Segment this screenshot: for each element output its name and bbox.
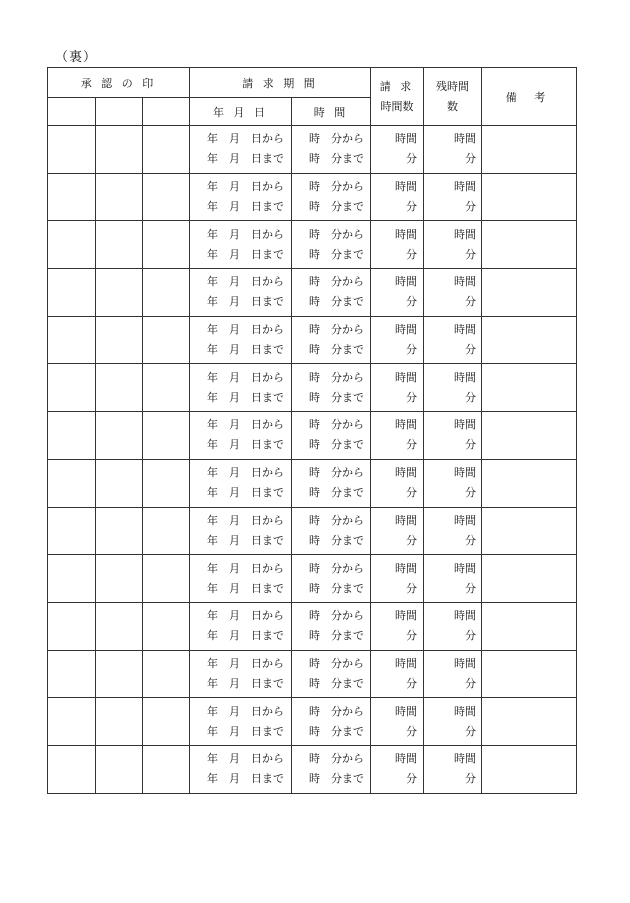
stamp-cell-1[interactable] <box>48 316 96 364</box>
remaining-minutes-label: 分 <box>465 676 476 690</box>
stamp-cell-1[interactable] <box>48 412 96 460</box>
time-to: 時 分まで <box>309 152 364 166</box>
remaining-hours-label: 時間 <box>454 132 476 146</box>
time-to: 時 分まで <box>309 295 364 309</box>
request-minutes-label: 分 <box>406 581 417 595</box>
request-row <box>48 221 577 269</box>
request-minutes-label: 分 <box>406 676 417 690</box>
request-hours-label: 時間 <box>395 609 417 623</box>
date-from: 年 月 日から <box>207 418 284 432</box>
request-minutes-label: 分 <box>406 533 417 547</box>
stamp-cell-3[interactable] <box>143 173 190 221</box>
date-to: 年 月 日まで <box>207 152 284 166</box>
date-from: 年 月 日から <box>207 609 284 623</box>
remaining-hours-cell[interactable] <box>424 555 482 603</box>
request-hours-label: 時間 <box>395 561 417 575</box>
remaining-hours-cell[interactable] <box>424 459 482 507</box>
request-hours-cell[interactable] <box>371 173 424 221</box>
time-to: 時 分まで <box>309 772 364 786</box>
date-from: 年 月 日から <box>207 180 284 194</box>
date-to: 年 月 日まで <box>207 486 284 500</box>
remaining-hours-label: 時間 <box>454 561 476 575</box>
remaining-hours-cell[interactable] <box>424 698 482 746</box>
request-hours-cell[interactable] <box>371 221 424 269</box>
date-subheader: 年 月 日 <box>190 98 292 126</box>
remaining-minutes-label: 分 <box>465 390 476 404</box>
stamp-cell-header-1 <box>48 98 96 126</box>
date-range-cell[interactable] <box>190 126 292 174</box>
stamp-cell-3[interactable] <box>143 698 190 746</box>
stamp-cell-3[interactable] <box>143 221 190 269</box>
remaining-hours-label: 時間 <box>454 227 476 241</box>
remaining-minutes-label: 分 <box>465 533 476 547</box>
remarks-cell[interactable] <box>482 745 577 793</box>
time-from: 時 分から <box>309 752 364 766</box>
remaining-minutes-label: 分 <box>465 629 476 643</box>
request-row <box>48 507 577 555</box>
time-range-cell[interactable] <box>292 412 371 460</box>
remaining-hours-cell[interactable] <box>424 269 482 317</box>
request-hours-cell[interactable] <box>371 698 424 746</box>
date-from: 年 月 日から <box>207 656 284 670</box>
date-range-cell[interactable] <box>190 507 292 555</box>
time-from: 時 分から <box>309 704 364 718</box>
stamp-cell-1[interactable] <box>48 650 96 698</box>
time-to: 時 分まで <box>309 533 364 547</box>
date-from: 年 月 日から <box>207 132 284 146</box>
request-row <box>48 602 577 650</box>
remaining-hours-cell[interactable] <box>424 507 482 555</box>
leave-request-table <box>47 67 577 794</box>
time-to: 時 分まで <box>309 724 364 738</box>
request-row <box>48 269 577 317</box>
remarks-header: 備 考 <box>482 68 577 126</box>
request-hours-header <box>371 68 424 126</box>
stamp-cell-1[interactable] <box>48 602 96 650</box>
stamp-cell-2[interactable] <box>96 173 143 221</box>
back-side-label: （裏） <box>55 50 98 65</box>
stamp-cell-1[interactable] <box>48 507 96 555</box>
request-minutes-label: 分 <box>406 772 417 786</box>
time-subheader: 時 間 <box>292 98 371 126</box>
date-to: 年 月 日まで <box>207 629 284 643</box>
remaining-hours-header-line1: 残時間 <box>436 79 469 93</box>
remarks-cell[interactable] <box>482 316 577 364</box>
request-row <box>48 745 577 793</box>
request-minutes-label: 分 <box>406 486 417 500</box>
request-hours-label: 時間 <box>395 180 417 194</box>
remaining-minutes-label: 分 <box>465 343 476 357</box>
request-row <box>48 555 577 603</box>
remaining-hours-label: 時間 <box>454 323 476 337</box>
time-from: 時 分から <box>309 227 364 241</box>
request-minutes-label: 分 <box>406 343 417 357</box>
request-hours-label: 時間 <box>395 704 417 718</box>
remarks-cell[interactable] <box>482 269 577 317</box>
time-range-cell[interactable] <box>292 602 371 650</box>
time-from: 時 分から <box>309 418 364 432</box>
request-hours-label: 時間 <box>395 275 417 289</box>
time-from: 時 分から <box>309 513 364 527</box>
date-from: 年 月 日から <box>207 227 284 241</box>
remaining-hours-label: 時間 <box>454 609 476 623</box>
remaining-hours-header-line2: 数 <box>447 99 458 113</box>
remarks-cell[interactable] <box>482 555 577 603</box>
date-from: 年 月 日から <box>207 275 284 289</box>
remaining-minutes-label: 分 <box>465 724 476 738</box>
time-to: 時 分まで <box>309 676 364 690</box>
stamp-cell-2[interactable] <box>96 221 143 269</box>
request-hours-cell[interactable] <box>371 459 424 507</box>
date-to: 年 月 日まで <box>207 438 284 452</box>
request-row <box>48 698 577 746</box>
stamp-cell-header-3 <box>143 98 190 126</box>
stamp-cell-3[interactable] <box>143 555 190 603</box>
request-hours-header-line2: 時間数 <box>380 99 414 113</box>
remaining-hours-cell[interactable] <box>424 173 482 221</box>
request-hours-label: 時間 <box>395 418 417 432</box>
stamp-cell-2[interactable] <box>96 459 143 507</box>
stamp-cell-1[interactable] <box>48 126 96 174</box>
date-to: 年 月 日まで <box>207 295 284 309</box>
remarks-cell[interactable] <box>482 602 577 650</box>
time-from: 時 分から <box>309 561 364 575</box>
remaining-hours-label: 時間 <box>454 466 476 480</box>
time-range-cell[interactable] <box>292 173 371 221</box>
stamp-cell-3[interactable] <box>143 507 190 555</box>
remaining-minutes-label: 分 <box>465 438 476 452</box>
time-range-cell[interactable] <box>292 126 371 174</box>
remaining-hours-header <box>424 68 482 126</box>
remaining-hours-label: 時間 <box>454 656 476 670</box>
time-to: 時 分まで <box>309 200 364 214</box>
date-range-cell[interactable] <box>190 745 292 793</box>
request-hours-cell[interactable] <box>371 316 424 364</box>
request-hours-cell[interactable] <box>371 126 424 174</box>
request-hours-cell[interactable] <box>371 269 424 317</box>
stamp-cell-1[interactable] <box>48 745 96 793</box>
date-from: 年 月 日から <box>207 513 284 527</box>
date-range-cell[interactable] <box>190 459 292 507</box>
remarks-cell[interactable] <box>482 364 577 412</box>
remaining-hours-cell[interactable] <box>424 364 482 412</box>
stamp-cell-2[interactable] <box>96 650 143 698</box>
stamp-cell-2[interactable] <box>96 745 143 793</box>
stamp-cell-1[interactable] <box>48 364 96 412</box>
stamp-cell-2[interactable] <box>96 126 143 174</box>
request-row <box>48 126 577 174</box>
remaining-hours-cell[interactable] <box>424 221 482 269</box>
remarks-cell[interactable] <box>482 698 577 746</box>
date-from: 年 月 日から <box>207 466 284 480</box>
date-range-cell[interactable] <box>190 316 292 364</box>
time-from: 時 分から <box>309 132 364 146</box>
date-to: 年 月 日まで <box>207 581 284 595</box>
time-from: 時 分から <box>309 180 364 194</box>
request-period-header: 請 求 期 間 <box>190 68 371 98</box>
date-to: 年 月 日まで <box>207 772 284 786</box>
time-range-cell[interactable] <box>292 269 371 317</box>
time-range-cell[interactable] <box>292 316 371 364</box>
request-hours-cell[interactable] <box>371 555 424 603</box>
request-minutes-label: 分 <box>406 390 417 404</box>
request-hours-label: 時間 <box>395 370 417 384</box>
time-to: 時 分まで <box>309 247 364 261</box>
stamp-cell-2[interactable] <box>96 364 143 412</box>
time-range-cell[interactable] <box>292 745 371 793</box>
request-hours-label: 時間 <box>395 227 417 241</box>
request-row <box>48 459 577 507</box>
time-range-cell[interactable] <box>292 698 371 746</box>
stamp-cell-2[interactable] <box>96 555 143 603</box>
request-hours-cell[interactable] <box>371 602 424 650</box>
remarks-cell[interactable] <box>482 412 577 460</box>
request-hours-cell[interactable] <box>371 650 424 698</box>
stamp-cell-2[interactable] <box>96 507 143 555</box>
request-hours-cell[interactable] <box>371 412 424 460</box>
date-to: 年 月 日まで <box>207 390 284 404</box>
remarks-cell[interactable] <box>482 221 577 269</box>
time-from: 時 分から <box>309 609 364 623</box>
stamp-cell-1[interactable] <box>48 555 96 603</box>
remarks-cell[interactable] <box>482 126 577 174</box>
stamp-cell-3[interactable] <box>143 745 190 793</box>
stamp-cell-3[interactable] <box>143 364 190 412</box>
date-range-cell[interactable] <box>190 602 292 650</box>
time-range-cell[interactable] <box>292 555 371 603</box>
request-hours-label: 時間 <box>395 513 417 527</box>
request-hours-label: 時間 <box>395 466 417 480</box>
time-from: 時 分から <box>309 466 364 480</box>
time-from: 時 分から <box>309 370 364 384</box>
date-to: 年 月 日まで <box>207 533 284 547</box>
stamp-cell-1[interactable] <box>48 221 96 269</box>
stamp-cell-3[interactable] <box>143 412 190 460</box>
stamp-cell-3[interactable] <box>143 602 190 650</box>
date-range-cell[interactable] <box>190 364 292 412</box>
time-range-cell[interactable] <box>292 459 371 507</box>
remaining-hours-cell[interactable] <box>424 316 482 364</box>
stamp-cell-2[interactable] <box>96 412 143 460</box>
time-from: 時 分から <box>309 275 364 289</box>
date-from: 年 月 日から <box>207 370 284 384</box>
request-minutes-label: 分 <box>406 724 417 738</box>
stamp-cell-1[interactable] <box>48 459 96 507</box>
request-hours-cell[interactable] <box>371 507 424 555</box>
time-from: 時 分から <box>309 656 364 670</box>
request-hours-label: 時間 <box>395 323 417 337</box>
time-range-cell[interactable] <box>292 650 371 698</box>
time-to: 時 分まで <box>309 629 364 643</box>
remaining-hours-label: 時間 <box>454 180 476 194</box>
stamp-cell-3[interactable] <box>143 269 190 317</box>
date-to: 年 月 日まで <box>207 343 284 357</box>
request-hours-cell[interactable] <box>371 364 424 412</box>
request-minutes-label: 分 <box>406 629 417 643</box>
remaining-minutes-label: 分 <box>465 772 476 786</box>
stamp-cell-2[interactable] <box>96 698 143 746</box>
remaining-minutes-label: 分 <box>465 486 476 500</box>
request-row <box>48 316 577 364</box>
request-hours-header-line1: 請 求 <box>379 79 415 93</box>
request-row <box>48 650 577 698</box>
remaining-minutes-label: 分 <box>465 247 476 261</box>
remarks-cell[interactable] <box>482 507 577 555</box>
date-to: 年 月 日まで <box>207 247 284 261</box>
stamp-cell-3[interactable] <box>143 316 190 364</box>
date-to: 年 月 日まで <box>207 200 284 214</box>
request-row <box>48 173 577 221</box>
remaining-hours-label: 時間 <box>454 418 476 432</box>
request-minutes-label: 分 <box>406 438 417 452</box>
date-from: 年 月 日から <box>207 752 284 766</box>
stamp-cell-header-2 <box>96 98 143 126</box>
stamp-cell-3[interactable] <box>143 459 190 507</box>
remarks-cell[interactable] <box>482 459 577 507</box>
time-range-cell[interactable] <box>292 221 371 269</box>
remaining-hours-label: 時間 <box>454 275 476 289</box>
remaining-hours-label: 時間 <box>454 513 476 527</box>
request-hours-cell[interactable] <box>371 745 424 793</box>
remaining-hours-cell[interactable] <box>424 126 482 174</box>
request-row <box>48 364 577 412</box>
request-hours-label: 時間 <box>395 752 417 766</box>
stamp-cell-3[interactable] <box>143 650 190 698</box>
date-from: 年 月 日から <box>207 323 284 337</box>
request-minutes-label: 分 <box>406 152 417 166</box>
date-from: 年 月 日から <box>207 704 284 718</box>
request-hours-label: 時間 <box>395 132 417 146</box>
date-range-cell[interactable] <box>190 173 292 221</box>
remaining-minutes-label: 分 <box>465 200 476 214</box>
date-range-cell[interactable] <box>190 650 292 698</box>
date-to: 年 月 日まで <box>207 724 284 738</box>
time-from: 時 分から <box>309 323 364 337</box>
date-to: 年 月 日まで <box>207 676 284 690</box>
time-to: 時 分まで <box>309 438 364 452</box>
remaining-minutes-label: 分 <box>465 581 476 595</box>
time-to: 時 分まで <box>309 486 364 500</box>
request-minutes-label: 分 <box>406 295 417 309</box>
approval-stamp-header: 承 認 の 印 <box>48 68 190 98</box>
remaining-hours-label: 時間 <box>454 752 476 766</box>
request-hours-label: 時間 <box>395 656 417 670</box>
remarks-cell[interactable] <box>482 173 577 221</box>
request-minutes-label: 分 <box>406 200 417 214</box>
stamp-cell-1[interactable] <box>48 269 96 317</box>
stamp-cell-3[interactable] <box>143 126 190 174</box>
remaining-hours-cell[interactable] <box>424 745 482 793</box>
remaining-hours-cell[interactable] <box>424 650 482 698</box>
stamp-cell-2[interactable] <box>96 602 143 650</box>
remaining-hours-label: 時間 <box>454 370 476 384</box>
date-range-cell[interactable] <box>190 555 292 603</box>
stamp-cell-2[interactable] <box>96 316 143 364</box>
remaining-minutes-label: 分 <box>465 152 476 166</box>
date-range-cell[interactable] <box>190 412 292 460</box>
stamp-cell-2[interactable] <box>96 269 143 317</box>
time-range-cell[interactable] <box>292 364 371 412</box>
request-minutes-label: 分 <box>406 247 417 261</box>
date-range-cell[interactable] <box>190 269 292 317</box>
request-row <box>48 412 577 460</box>
stamp-cell-1[interactable] <box>48 698 96 746</box>
remaining-minutes-label: 分 <box>465 295 476 309</box>
time-range-cell[interactable] <box>292 507 371 555</box>
date-range-cell[interactable] <box>190 221 292 269</box>
remaining-hours-label: 時間 <box>454 704 476 718</box>
time-to: 時 分まで <box>309 581 364 595</box>
remaining-hours-cell[interactable] <box>424 602 482 650</box>
remarks-cell[interactable] <box>482 650 577 698</box>
date-range-cell[interactable] <box>190 698 292 746</box>
stamp-cell-1[interactable] <box>48 173 96 221</box>
time-to: 時 分まで <box>309 390 364 404</box>
remaining-hours-cell[interactable] <box>424 412 482 460</box>
time-to: 時 分まで <box>309 343 364 357</box>
date-from: 年 月 日から <box>207 561 284 575</box>
